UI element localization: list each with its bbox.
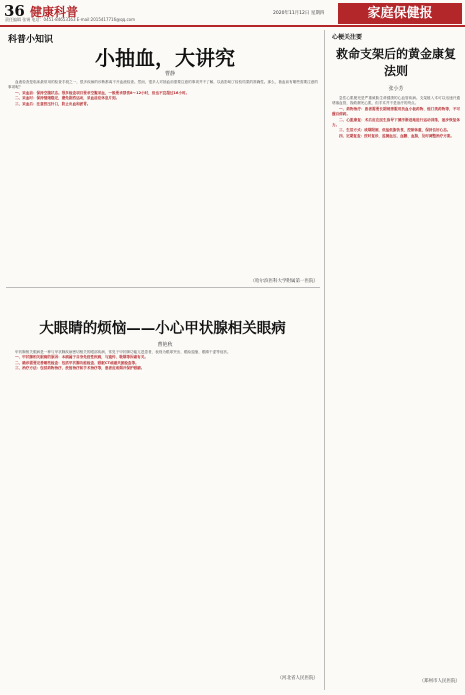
article2-credit: （河北省人民医院） <box>277 676 318 681</box>
article2-byline: 曹艳秋 <box>157 342 173 348</box>
article2-body <box>8 350 318 672</box>
editor-info: 责任编辑 张锡 电话：0451-84653163 E-mail:2015417716@qq.com <box>5 17 136 22</box>
article1-credit: （哈尔滨医科大学附属第一医院） <box>250 279 318 284</box>
article1-paragraph: 一、采血前：保持空腹状态。很多检查项目要求空腹采血，一般要求禁食8～12小时，但也不宜超过16小时。 <box>15 90 190 95</box>
right-paragraph: 三、生活方式：戒烟限酒，低盐低脂饮食，控制体重，保持良好心态。 <box>339 128 451 133</box>
issue-date: 2020年11月12日 星期四 <box>273 11 325 16</box>
article1-paragraph: 血液检查是临床最常用的检查手段之一，很多疾病的诊断都离不开血液检查。然而，很多人对抽血前需要注意的事项并不了解，以致影响了检验结果的准确性。那么，抽血前有哪些需要注意的事项呢？ <box>8 80 318 90</box>
right-paragraph: 四、定期复查：按时复诊，监测血压、血糖、血脂，及时调整治疗方案。 <box>339 133 454 138</box>
right-byline: 张小芳 <box>388 86 404 92</box>
right-paragraph: 急性心肌梗死是严重威胁生命健康的心血管疾病。支架植入术可以迅速开通堵塞血管，挽救濒死心肌，但手术并不是治疗的终点。 <box>332 96 460 106</box>
article1-paragraph: 三、采血后：注意按压针口，防止出血和淤青。 <box>15 101 91 106</box>
article2-paragraph: 三、治疗方法：包括药物治疗、放射治疗和手术治疗等，患者应戒烟并保护眼睛。 <box>15 366 145 371</box>
right-article-body <box>332 96 460 674</box>
right-paragraph: 二、心脏康复：术后应在医生指导下循序渐进地进行运动训练，逐步恢复体力。 <box>332 117 460 128</box>
article2-paragraph: 一、甲状腺相关眼病的原因：本病属于自身免疫性疾病，与遗传、吸烟等因素有关。 <box>15 355 148 360</box>
right-paragraph: 一、药物治疗：患者需要长期规律服用抗血小板药物、他汀类药物等，不可擅自停药。 <box>332 106 460 117</box>
article2-paragraph: 甲状腺相关眼病是一种与甲状腺疾病密切相关的眼部疾病，常见于甲状腺功能亢进患者，表现为眼球突出、眼睑退缩、眼睛干涩等症状。 <box>15 350 231 354</box>
newspaper-name: 家庭保健报 <box>338 3 462 24</box>
right-column-label: 心梗关注要 <box>332 34 363 41</box>
article1-headline: 小抽血，大讲究 <box>95 46 235 70</box>
section-name: 健康科普 <box>30 5 79 19</box>
article1-byline: 曹静 <box>164 71 175 77</box>
article2-headline: 大眼睛的烦恼——小心甲状腺相关眼病 <box>39 320 286 337</box>
page-header <box>0 0 465 27</box>
article1-body <box>8 80 318 276</box>
column-label: 科普小知识 <box>8 35 54 45</box>
article2-paragraph: 二、确诊需要完善哪些检查：包括甲状腺功能检查、眼眶CT或磁共振检查等。 <box>15 360 139 365</box>
right-headline: 救命支架后的黄金康复法则 <box>335 47 456 78</box>
article1-paragraph: 二、采血时：保持情绪稳定，避免剧烈运动，采血前应休息片刻。 <box>15 96 120 101</box>
article-divider <box>6 287 320 288</box>
column-divider <box>324 30 325 690</box>
page-number: 36 <box>4 2 25 20</box>
right-credit: （郑州市人民医院） <box>419 679 460 684</box>
